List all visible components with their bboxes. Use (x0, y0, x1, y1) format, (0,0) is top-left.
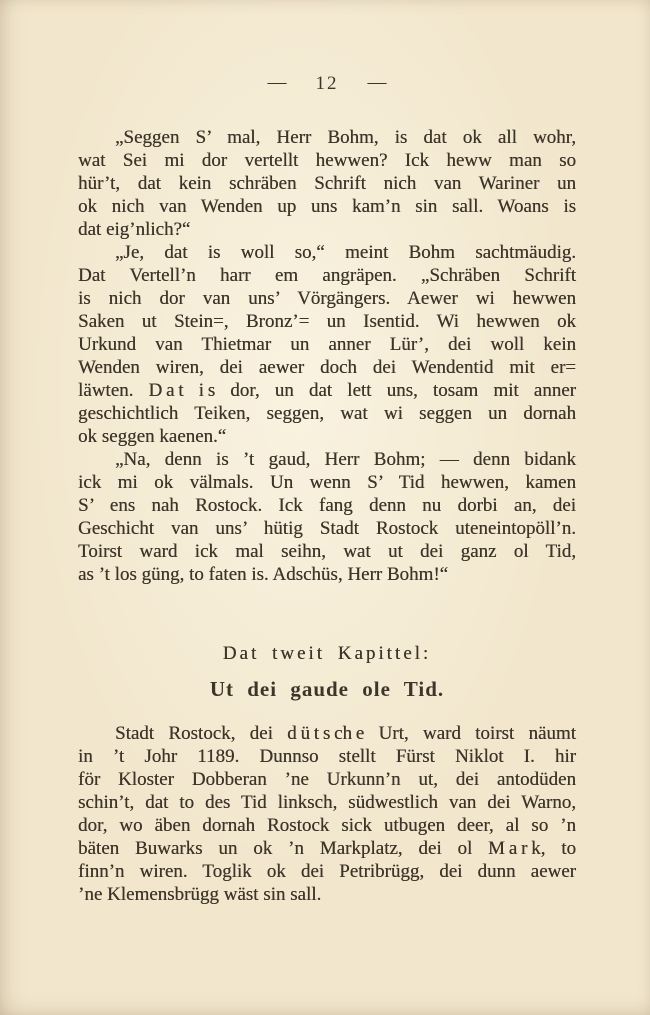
text-line: för Kloster Dobberan ’ne Urkunn’n ut, dei antodüden (78, 769, 576, 790)
text-line: Wenden wiren, dei aewer doch dei Wendentid mit er= (78, 357, 576, 378)
text-line: „Je, dat is woll so,“ meint Bohm sachtmäudig. (115, 242, 576, 263)
text-line: bäten Buwarks un ok ’n Markplatz, dei ol M a r k, to (78, 838, 576, 859)
text-line: Stadt Rostock, dei d ü t s ch e Urt, ward toirst näumt (115, 723, 576, 744)
page-number: 12 (315, 73, 339, 94)
text-line: schin’t, dat to des Tid linksch, südwestlich van dei Warno, (78, 792, 576, 813)
page-header (78, 72, 576, 96)
text-line: ok seggen kaenen.“ (78, 426, 227, 447)
text-line: in ’t Johr 1189. Dunnso stellt Fürst Niklot I. hir (78, 746, 576, 767)
text-line: dat eig’nlich?“ (78, 219, 191, 240)
text-line: „Na, denn is ’t gaud, Herr Bohm; — denn bidank (115, 449, 576, 470)
text-line: Urkund van Thietmar un anner Lür’, dei woll kein (78, 334, 576, 355)
text-block (78, 0, 576, 906)
text-line: as ’t los güng, to faten is. Adschüs, Herr Bohm!“ (78, 564, 449, 585)
paragraph-dialogue-1 (78, 126, 576, 241)
text-line: finn’n wiren. Toglik ok dei Petribrügg, dei dunn aewer (78, 861, 576, 882)
text-line: läwten. D a t i s dor, un dat lett uns, tosam mit anner (78, 380, 576, 401)
text-line: Toirst ward ick mal seihn, wat ut dei ganz ol Tid, (78, 541, 576, 562)
chapter-kicker: Dat tweit Kapittel: (222, 643, 432, 664)
paragraph-chapter-intro (78, 722, 576, 906)
text-line: ick mi ok välmals. Un wenn S’ Tid hewwen, kamen (78, 472, 576, 493)
text-line: wat Sei mi dor vertellt hewwen? Ick heww man so (78, 150, 576, 171)
chapter-title: Ut dei gaude ole Tid. (209, 677, 445, 701)
text-line: Dat Vertell’n harr em angräpen. „Schräben Schrift (78, 265, 576, 286)
text-line: dor, wo äben dornah Rostock sick utbugen deer, al so ’n (78, 815, 576, 836)
text-line: is nich dor van uns’ Vörgängers. Aewer wi hewwen (78, 288, 576, 309)
text-line: ok nich van Wenden up uns kam’n sin sall. Woans is (78, 196, 576, 217)
header-rule-left: — (267, 72, 287, 93)
text-line: geschichtlich Teiken, seggen, wat wi seggen un dornah (78, 403, 576, 424)
paragraph-dialogue-3 (78, 448, 576, 586)
text-line: „Seggen S’ mal, Herr Bohm, is dat ok all wohr, (115, 127, 576, 148)
text-line: Saken ut Stein=, Bronz’= un Isentid. Wi hewwen ok (78, 311, 576, 332)
text-line: Geschicht van uns’ hütig Stadt Rostock uteneintopöll’n. (78, 518, 576, 539)
paragraph-dialogue-2 (78, 241, 576, 448)
header-rule-right: — (367, 72, 387, 93)
text-line: ’ne Klemensbrügg wäst sin sall. (78, 884, 322, 905)
text-line: S’ ens nah Rostock. Ick fang denn nu dorbi an, dei (78, 495, 576, 516)
text-line: hür’t, dat kein schräben Schrift nich van Wariner un (78, 173, 576, 194)
